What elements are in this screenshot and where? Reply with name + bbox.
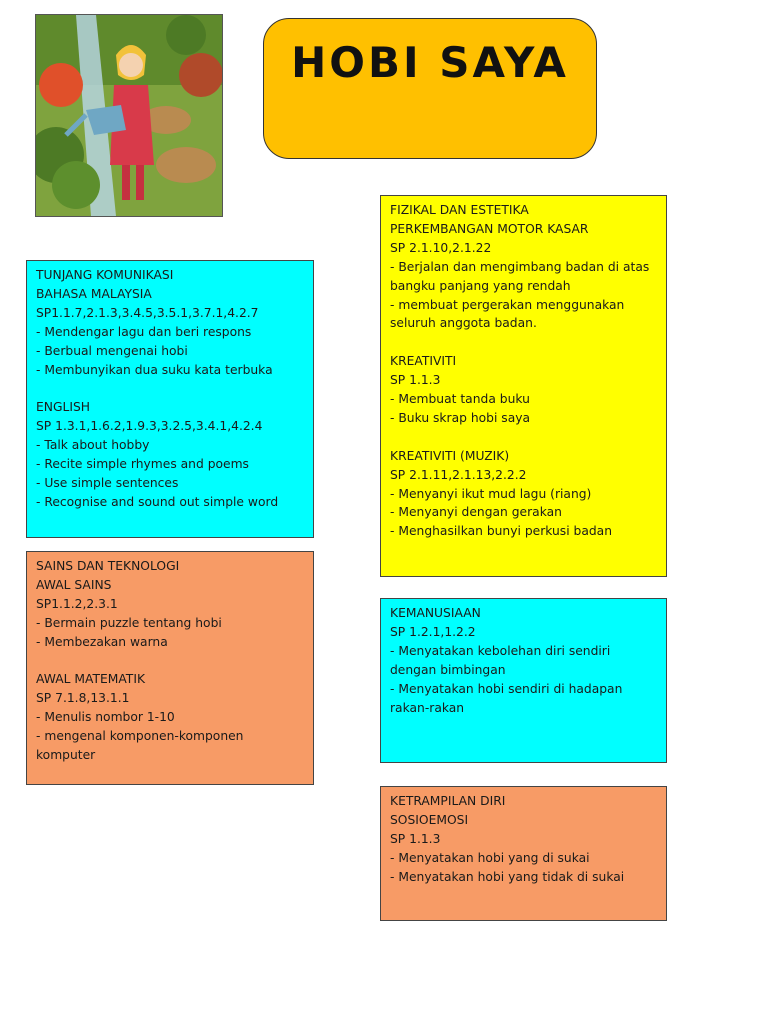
box-sains-teknologi <box>26 551 314 785</box>
box-komunikasi <box>26 260 314 538</box>
section-heading: KEMANUSIAAN <box>390 606 481 620</box>
box-kemanusiaan <box>380 598 667 763</box>
section-heading: PERKEMBANGAN MOTOR KASAR <box>390 221 589 236</box>
section-heading: SP1.1.7,2.1.3,3.4.5,3.5.1,3.7.1,4.2.7 <box>36 305 259 320</box>
section-heading: ENGLISH <box>36 400 91 415</box>
list-item: - Menyatakan hobi yang di sukai <box>390 850 590 865</box>
list-item: - Menyanyi ikut mud lagu (riang) <box>390 486 592 501</box>
list-item: - Bermain puzzle tentang hobi <box>36 615 222 630</box>
section-heading: AWAL SAINS <box>36 577 112 592</box>
girl-watering-plants-icon <box>36 15 222 216</box>
section-heading: SP 2.1.10,2.1.22 <box>390 240 492 255</box>
list-item: - Talk about hobby <box>36 438 150 453</box>
section-heading: SAINS DAN TEKNOLOGI <box>36 559 180 573</box>
list-item: - Membuat tanda buku <box>390 392 530 407</box>
list-item: - Use simple sentences <box>36 475 179 490</box>
spacer <box>36 652 304 671</box>
list-item: - Menulis nombor 1-10 <box>36 710 175 725</box>
spacer <box>390 333 657 352</box>
section-heading: SP 1.1.3 <box>390 831 441 846</box>
section-heading: SP 1.1.3 <box>390 373 441 388</box>
list-item: - Buku skrap hobi saya <box>390 410 531 425</box>
section-heading: SP1.1.2,2.3.1 <box>36 596 118 611</box>
spacer <box>390 428 657 447</box>
page-title: HOBI SAYA <box>291 38 569 87</box>
section-heading: KREATIVITI (MUZIK) <box>390 448 510 463</box>
section-heading: AWAL MATEMATIK <box>36 672 146 687</box>
section-heading: SP 7.1.8,13.1.1 <box>36 691 130 706</box>
list-item: - Mendengar lagu dan beri respons <box>36 324 252 339</box>
title-banner <box>263 18 597 159</box>
list-item: - Membunyikan dua suku kata terbuka <box>36 362 273 377</box>
section-heading: SOSIOEMOSI <box>390 812 469 827</box>
spacer <box>36 379 304 398</box>
list-item: - Berbual mengenai hobi <box>36 343 188 358</box>
list-item: - Menyatakan hobi sendiri di hadapan rakan-rakan <box>390 681 627 715</box>
list-item: - Menyanyi dengan gerakan <box>390 505 562 520</box>
list-item: - Recite simple rhymes and poems <box>36 457 249 472</box>
list-item: - Membezakan warna <box>36 634 168 649</box>
list-item: - Menyatakan kebolehan diri sendiri dengan bimbingan <box>390 643 615 677</box>
section-heading: SP 2.1.11,2.1.13,2.2.2 <box>390 467 527 482</box>
list-item: - Berjalan dan mengimbang badan di atas bangku panjang yang rendah <box>390 259 654 293</box>
section-heading: FIZIKAL DAN ESTETIKA <box>390 203 529 217</box>
hobby-illustration <box>35 14 223 217</box>
list-item: - Recognise and sound out simple word <box>36 494 279 509</box>
box-ketrampilan-diri <box>380 786 667 921</box>
list-item: - mengenal komponen-komponen komputer <box>36 729 248 763</box>
section-heading: SP 1.2.1,1.2.2 <box>390 624 476 639</box>
section-heading: KETRAMPILAN DIRI <box>390 794 506 808</box>
section-heading: KREATIVITI <box>390 354 457 369</box>
section-heading: TUNJANG KOMUNIKASI <box>36 268 174 282</box>
list-item: - Menyatakan hobi yang tidak di sukai <box>390 869 625 884</box>
section-heading: BAHASA MALAYSIA <box>36 286 152 301</box>
box-fizikal-estetika <box>380 195 667 577</box>
list-item: - Menghasilkan bunyi perkusi badan <box>390 524 612 539</box>
list-item: - membuat pergerakan menggunakan seluruh anggota badan. <box>390 297 629 331</box>
section-heading: SP 1.3.1,1.6.2,1.9.3,3.2.5,3.4.1,4.2.4 <box>36 419 263 434</box>
